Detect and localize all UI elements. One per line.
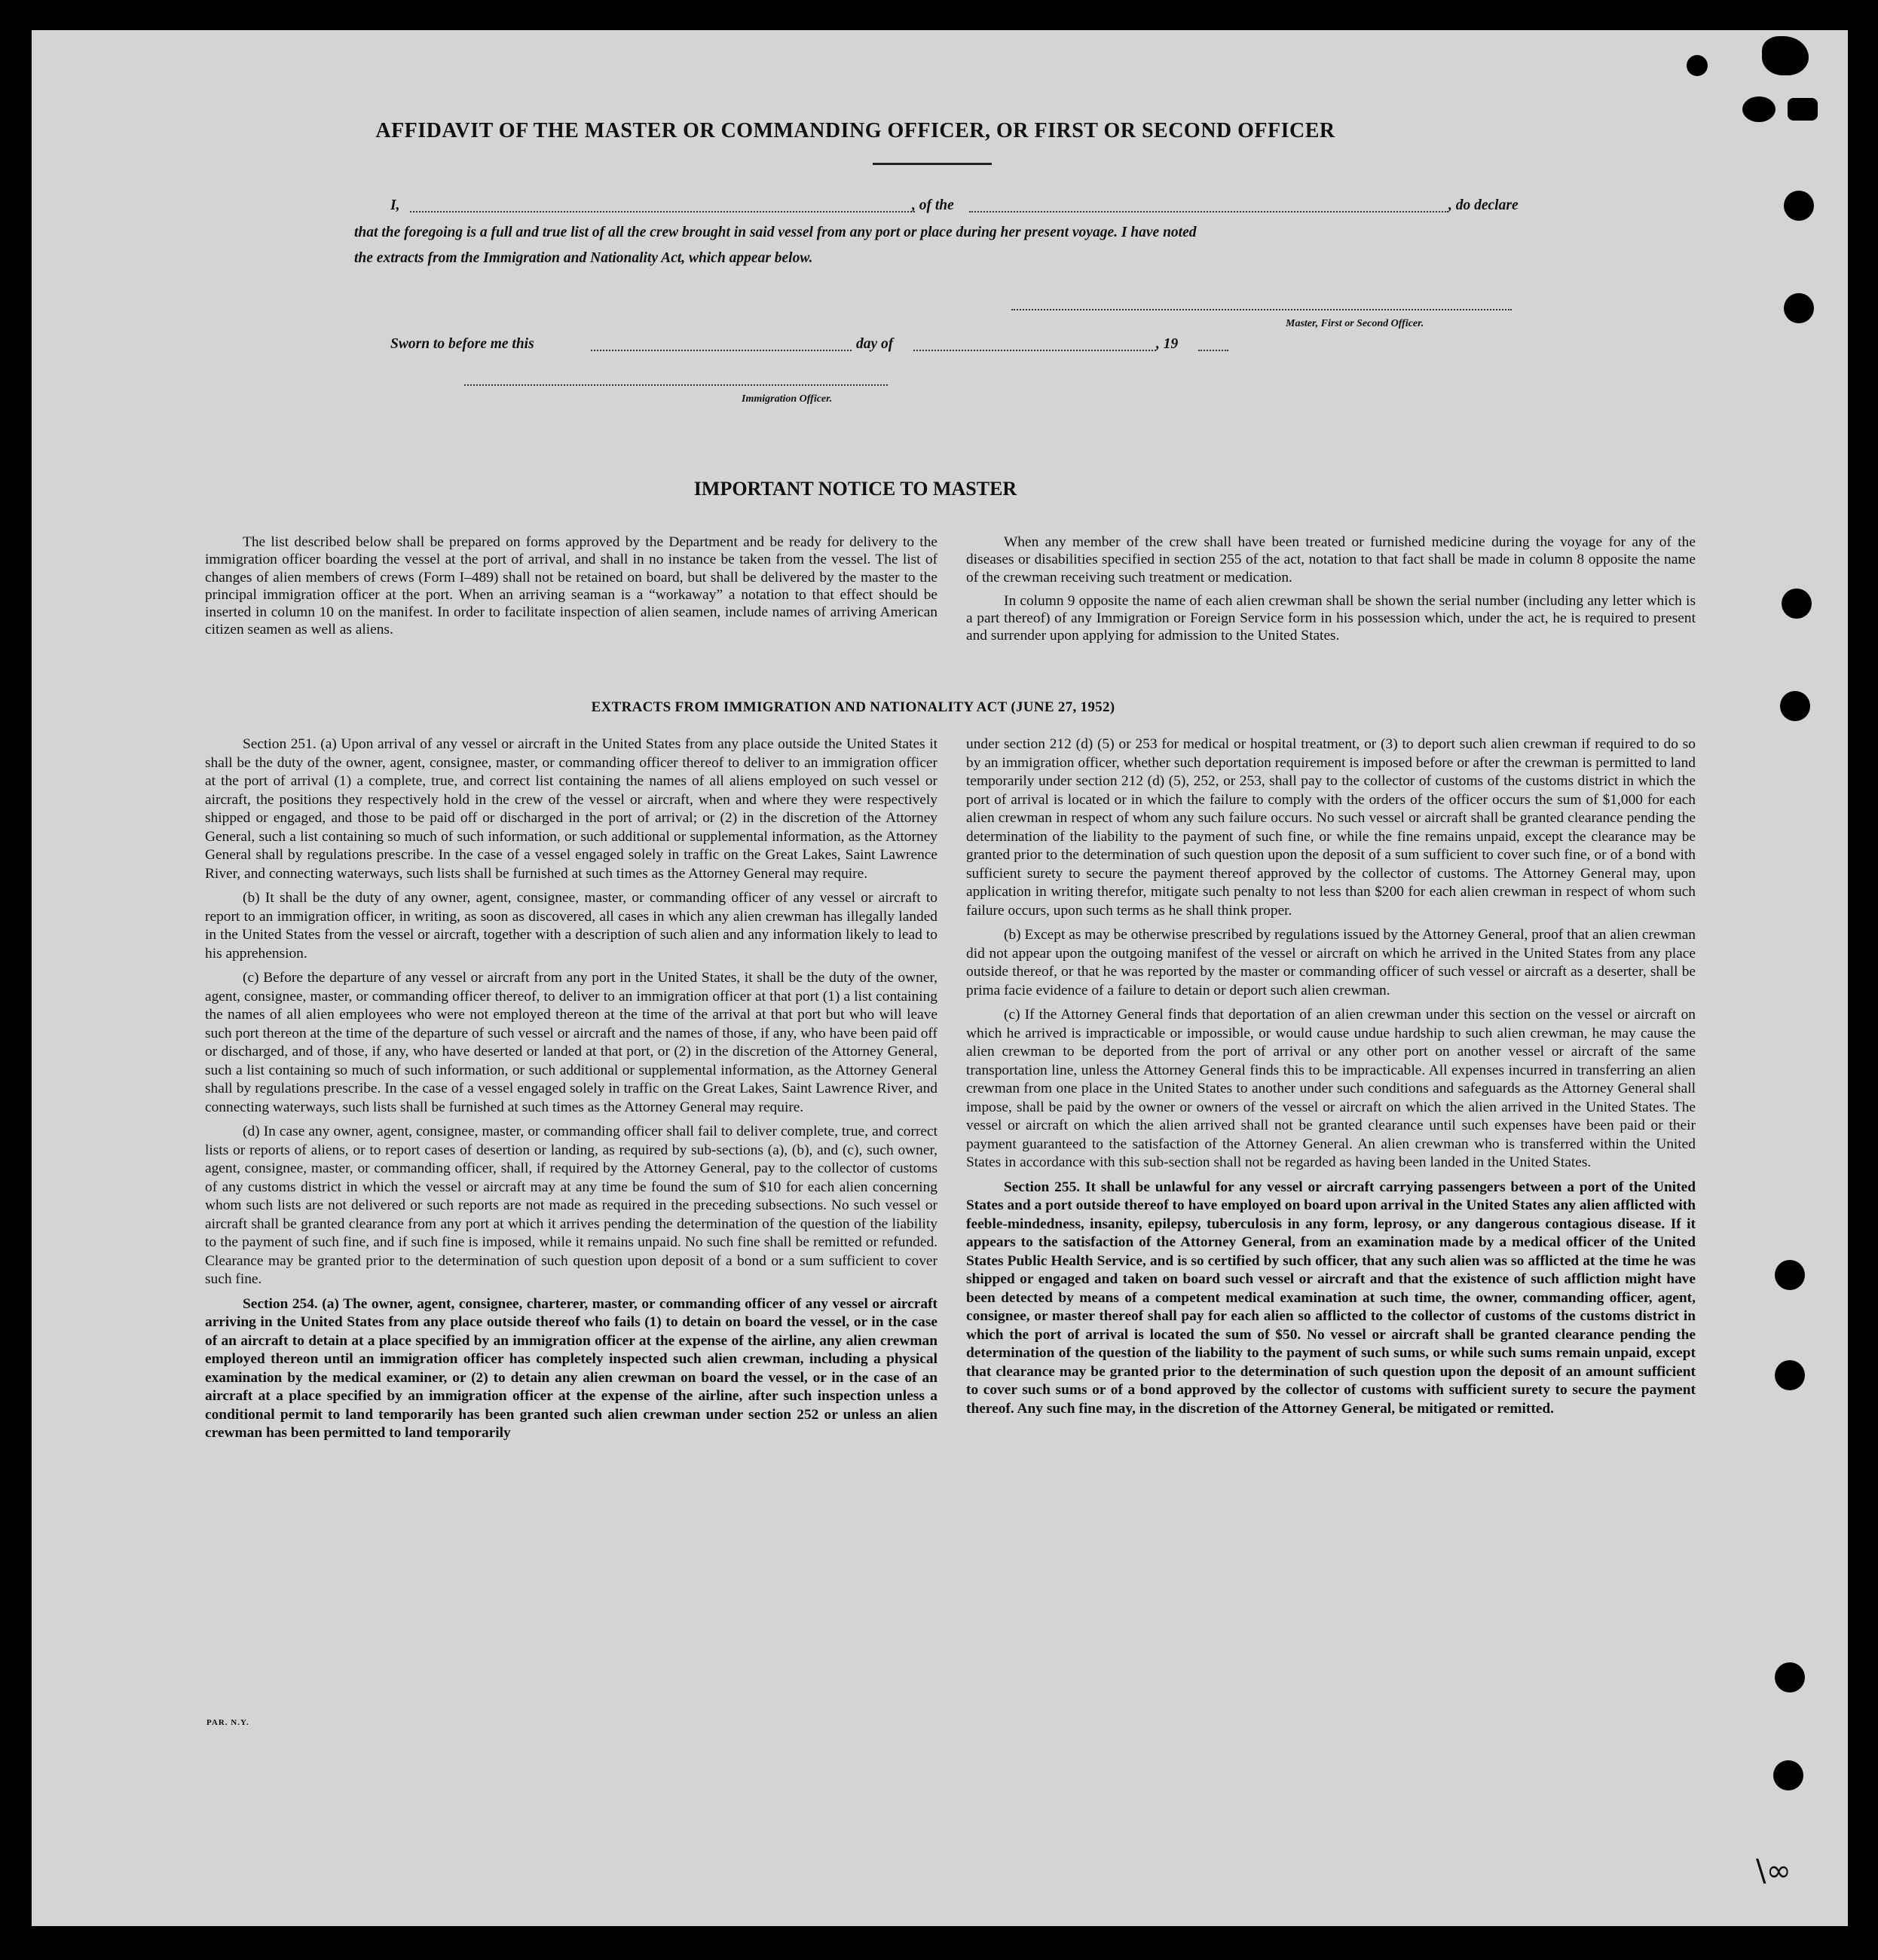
sworn-day-label: day of	[856, 336, 894, 352]
name-blank[interactable]	[410, 211, 915, 213]
notice-title: IMPORTANT NOTICE TO MASTER	[693, 478, 1017, 500]
section-254c: (c) If the Attorney General finds that deportation of an alien crewman under this section on the vessel or aircraft on which he arrived is impracticable or impossible, or would cause undue hardship to such alien crewman, he may cause the alien crewman to be deported from the port of arrival or any other port on another vessel or aircraft of the same transportation line, unless the Attorney General finds this to be impracticable. All expenses incurred in transferring an alien crewman from one place in the United States to another under such conditions and safeguards as the Attorney General shall impose, shall be paid by the owner or owners of the vessel or aircraft on which the alien arrived in the United States. The vessel or aircraft on which the alien arrived shall not be granted clearance until such expenses have been paid or their payment guaranteed to the satisfaction of the Attorney General. An alien crewman who is transferred within the United States in accordance with this sub-section shall not be regarded as having been landed in the United States.	[966, 1007, 1696, 1170]
notice-right-paragraph: When any member of the crew shall have been treated or furnished medicine during the voyage for any of the diseases or disabilities specified in section 255 of the act, notation to that fact shall be made in column 8 opposite the name of the crewman receiving such treatment or medication.	[966, 534, 1696, 586]
extracts-title: EXTRACTS FROM IMMIGRATION AND NATIONALITY ACT (JUNE 27, 1952)	[591, 699, 1115, 715]
section-251a: Section 251. (a) Upon arrival of any vessel or aircraft in the United States from any place outside the United States it shall be the duty of the owner, agent, consignee, master, or commanding officer thereof to deliver to an immigration officer at the port of arrival (1) a complete, true, and correct list containing the names of all aliens employed on such vessel or aircraft, the positions they respectively hold in the crew of the vessel or aircraft, when and where they were respectively shipped or engaged, and those to be paid off or discharged in the port of arrival; or (2) in the discretion of the Attorney General, such a list containing so much of such information, or such additional or supplemental information, as the Attorney General shall by regulations prescribe. In the case of a vessel engaged solely in traffic on the Great Lakes, Saint Lawrence River, and connecting waterways, such lists shall be furnished at such times as the Attorney General may require.	[205, 736, 937, 882]
section-254b: (b) Except as may be otherwise prescribed by regulations issued by the Attorney General, proof that an alien crewman did not appear upon the outgoing manifest of the vessel or aircraft on which he arrived in the United States from any place outside thereof, or that he was reported by the master or commanding officer of such vessel or aircraft as a deserter, shall be prima facie evidence of a failure to detain or deport such alien crewman.	[966, 927, 1696, 998]
affidavit-line2: that the foregoing is a full and true list of all the crew brought in said vessel from any port or place during her present voyage. I have noted	[354, 225, 1197, 240]
ink-blot-top-right-small	[1742, 96, 1776, 122]
notice-right-paragraph: In column 9 opposite the name of each alien crewman shall be shown the serial number (including any letter which is a part thereof) of any Immigration or Foreign Service form in his possession which, under the act, he is required to present and surrender upon applying for admission to the United States.	[966, 592, 1696, 644]
title-rule	[873, 163, 992, 165]
section-251b: (b) It shall be the duty of any owner, agent, consignee, master, or commanding officer of any vessel or aircraft to report to an immigration officer, in writing, as soon as discovered, all cases in which any alien crewman has illegally landed in the United States from the vessel or aircraft, together with a description of such alien and any information likely to lead to his apprehension.	[205, 890, 937, 962]
extracts-right-column	[966, 735, 1696, 1424]
officer-label: Immigration Officer.	[742, 393, 833, 405]
sworn-prefix: Sworn to before me this	[390, 336, 534, 352]
affidavit-line1-prefix: I,	[390, 197, 400, 213]
extracts-left-column	[205, 735, 937, 1449]
ink-blot-top-right-rect	[1788, 98, 1818, 121]
handwritten-mark: \∞	[1756, 1854, 1791, 1888]
signature-blank[interactable]	[1011, 309, 1512, 310]
punch-hole	[1780, 691, 1810, 721]
officer-signature-blank[interactable]	[464, 384, 888, 386]
vessel-blank[interactable]	[969, 211, 1448, 213]
affidavit-line3: the extracts from the Immigration and Nationality Act, which appear below.	[354, 250, 813, 266]
sworn-day-blank[interactable]	[591, 350, 852, 351]
notice-right-column	[966, 534, 1696, 651]
punch-hole	[1687, 55, 1708, 76]
punch-hole	[1775, 1260, 1805, 1290]
form-code: PAR. N.Y.	[206, 1718, 249, 1727]
ink-blot-top-right	[1762, 36, 1809, 75]
section-251d: (d) In case any owner, agent, consignee, master, or commanding officer shall fail to deliver complete, true, and correct lists or reports of aliens, or to report cases of desertion or landing, as required by sub-sections (a), (b), and (c), such owner, agent, consignee, master, or commanding officer, shall, if required by the Attorney General, pay to the collector of customs of any customs district in which the vessel or aircraft may at any time be found the sum of $10 for each alien concerning whom such lists are not delivered or such reports are not made as required in the preceding subsections. No such vessel or aircraft shall be granted clearance from any port at which it arrives pending the determination of the question of the liability to the payment of such fine, and if such fine is imposed, while it remains unpaid. No such fine shall be remitted or refunded. Clearance may be granted prior to the determination of such question upon deposit of a bond or a sum sufficient to cover such fine.	[205, 1124, 937, 1287]
section-251c: (c) Before the departure of any vessel or aircraft from any port in the United States, it shall be the duty of the owner, agent, consignee, master, or commanding officer thereof, to deliver to an immigration officer at that port (1) a list containing the names of all alien employees who were not employed thereon at the time of the arrival at that port but who will leave such port thereon at the time of the departure of such vessel or aircraft and the names of those, if any, who have been paid off or discharged, and of those, if any, who have deserted or landed at that port, or (2) in the discretion of the Attorney General, such a list containing so much of such information, or such additional or supplemental information, as the Attorney General shall by regulations prescribe. In the case of a vessel engaged solely in traffic on the Great Lakes, Saint Lawrence River, and connecting waterways, such lists shall be furnished at such times as the Attorney General may require.	[205, 970, 937, 1115]
affidavit-line1-suffix: , do declare	[1448, 197, 1519, 213]
section-254a: Section 254. (a) The owner, agent, consignee, charterer, master, or commanding officer of any vessel or aircraft arriving in the United States from any place outside thereof who fails (1) to detain on board the vessel, or in the case of an aircraft to detain at a place specified by an immigration officer at the expense of the airline, any alien crewman employed thereon until an immigration officer has completely inspected such alien crewman, including a physical examination by the medical examiner, or (2) to detain any alien crewman on board the vessel, or in the case of an aircraft at a place specified by an immigration officer at the expense of the airline, after such inspection unless a conditional permit to land temporarily has been granted such alien crewman under section 252 or unless an alien crewman has been permitted to land temporarily	[205, 1295, 937, 1441]
notice-left-column	[205, 534, 937, 645]
sworn-month-blank[interactable]	[913, 350, 1156, 351]
punch-hole	[1784, 293, 1814, 323]
affidavit-line1-mid: , of the	[912, 197, 954, 213]
signature-label: Master, First or Second Officer.	[1286, 318, 1424, 329]
punch-hole	[1784, 191, 1814, 221]
notice-left-paragraph: The list described below shall be prepared on forms approved by the Department and be ready for delivery to the immigration officer boarding the vessel at the port of arrival, and shall in no instance be taken from the vessel. The list of changes of alien members of crews (Form I–489) shall not be retained on board, but shall be delivered by the master to the principal immigration officer at the port. When an arriving seaman is a “workaway” a notation to that effect should be inserted in column 10 on the manifest. In order to facilitate inspection of alien seamen, include names of arriving American citizen seamen as well as aliens.	[205, 534, 937, 638]
punch-hole	[1773, 1760, 1803, 1790]
punch-hole	[1775, 1360, 1805, 1390]
punch-hole	[1782, 589, 1812, 619]
sworn-year-blank[interactable]	[1198, 350, 1228, 351]
section-254a-continued: under section 212 (d) (5) or 253 for medical or hospital treatment, or (3) to deport such alien crewman if required to do so by an immigration officer, whether such deportation requirement is imposed before or after the crewman is permitted to land temporarily under section 212 (d) (5), 252, or 253, shall pay to the collector of customs of the customs district in which the port of arrival is located or in which the failure to comply with the orders of the officer occurs the sum of $1,000 for each alien crewman in respect of whom any such failure occurs. No such vessel or aircraft shall be granted clearance pending the determination of the liability to the payment of such fine, or while the fine remains unpaid, except the clearance may be granted prior to the determination of such question upon the deposit of a sum sufficient to cover such fine, or of a bond with sufficient surety to secure the payment thereof approved by the collector of customs. The Attorney General may, upon application in writing therefor, mitigate such penalty to not less than $200 for each alien crewman in respect of whom such failure occurs, upon such terms as he shall think proper.	[966, 736, 1696, 919]
punch-hole	[1775, 1662, 1805, 1692]
affidavit-title: AFFIDAVIT OF THE MASTER OR COMMANDING OFFICER, OR FIRST OR SECOND OFFICER	[375, 119, 1335, 142]
sworn-year-label: , 19	[1156, 336, 1179, 352]
section-255: Section 255. It shall be unlawful for any vessel or aircraft carrying passengers between a port of the United States and a port outside thereof to have employed on board upon arrival in the United States any alien afflicted with feeble-mindedness, insanity, epilepsy, tuberculosis in any form, leprosy, or any dangerous contagious disease. If it appears to the satisfaction of the Attorney General, from an examination made by a medical officer of the United States Public Health Service, and is so certified by such officer, that any such alien was so afflicted at the time he was shipped or engaged and taken on board such vessel or aircraft and that the existence of such affliction might have been detected by means of a competent medical examination at such time, the owner, commanding officer, agent, consignee, or master thereof shall pay for each alien so afflicted to the collector of customs of the customs district in which the port of arrival is located the sum of $50. No vessel or aircraft shall be granted clearance pending the determination of the question of the liability to the payment of such sums, or while such sums remain unpaid, except that clearance may be granted prior to the determination of such question upon the deposit of an amount sufficient to cover such sums or of a bond approved by the collector of customs with sufficient surety to secure the payment thereof. Any such fine may, in the discretion of the Attorney General, be mitigated or remitted.	[966, 1179, 1696, 1417]
document-page	[32, 30, 1848, 1926]
